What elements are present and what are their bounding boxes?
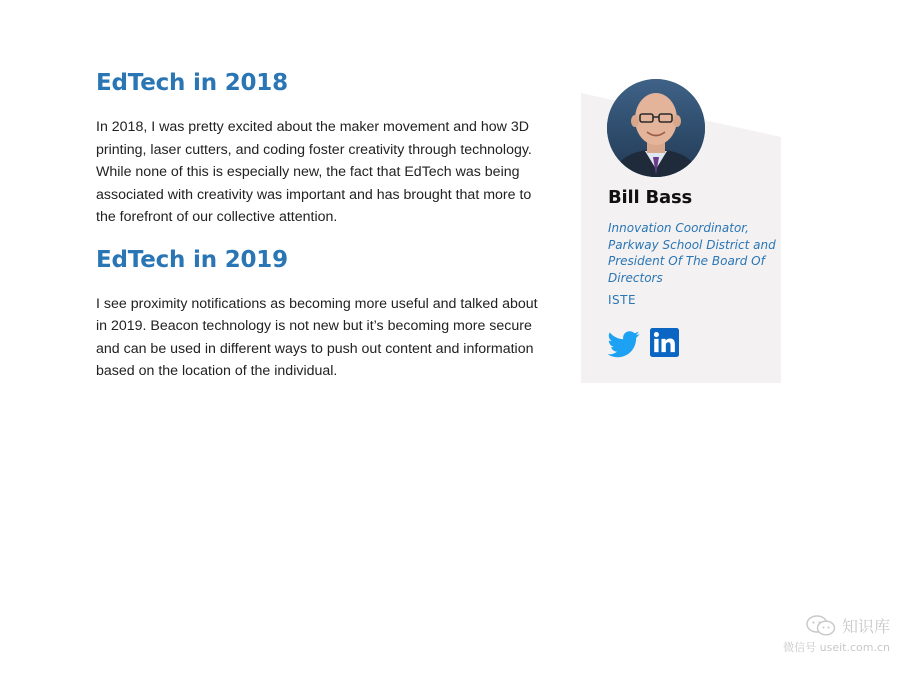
article-content bbox=[96, 68, 541, 383]
profile-name: Bill Bass bbox=[608, 187, 692, 208]
section-title-2019: EdTech in 2019 bbox=[96, 246, 288, 273]
social-links bbox=[608, 328, 682, 360]
wechat-icon bbox=[806, 615, 836, 637]
profile-role: Innovation Coordinator, Parkway School District and President Of The Board Of Directors bbox=[608, 221, 776, 285]
section-body-2018: In 2018, I was pretty excited about the maker movement and how 3D printing, laser cutters, and coding foster creativity through technology. While none of this is especially new, the fact that EdTech was being associated with creativity was important and has brought that more to the forefront of our collective attention. bbox=[96, 119, 532, 225]
avatar bbox=[607, 79, 705, 177]
watermark-subtitle: 微信号 useit.com.cn bbox=[783, 641, 890, 654]
watermark-title: 知识库 bbox=[841, 617, 890, 636]
watermark bbox=[783, 614, 890, 655]
section-title-2018: EdTech in 2018 bbox=[96, 70, 288, 96]
avatar-photo bbox=[607, 79, 705, 177]
twitter-icon[interactable] bbox=[608, 328, 640, 360]
profile-organization: ISTE bbox=[608, 293, 637, 307]
section-body-2019: I see proximity notifications as becoming more useful and talked about in 2019. Beacon technology is not new but it’s becoming more secure and can be used in different ways to push out content and information based on the location of the individual. bbox=[96, 295, 538, 379]
linkedin-icon[interactable] bbox=[650, 328, 682, 360]
profile-card bbox=[581, 93, 781, 383]
